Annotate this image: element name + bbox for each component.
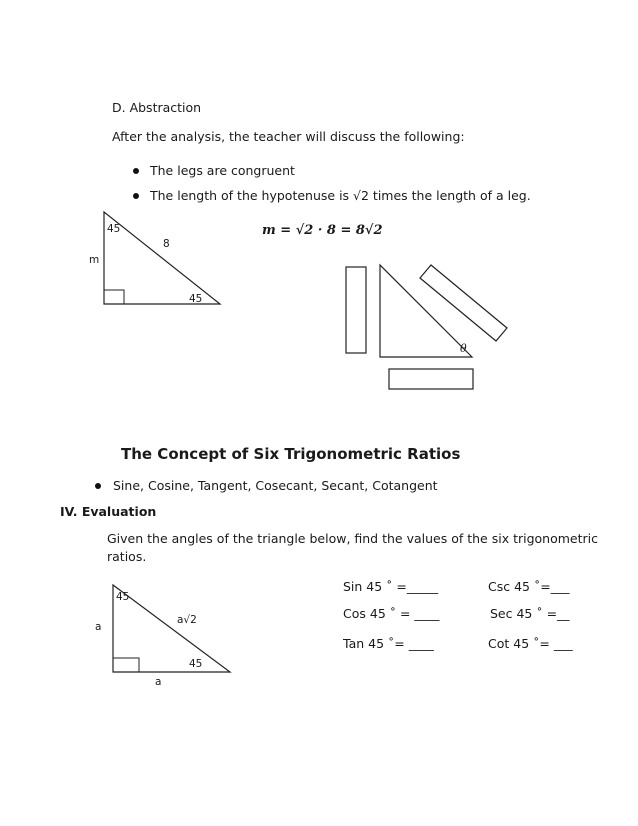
evaluation-instruction-line2: ratios. [107, 549, 147, 564]
triangle1-hypotenuse-label: 8 [163, 238, 170, 250]
diagonal-rectangle [420, 265, 507, 341]
ratio-csc: Csc 45 ˚=___ [488, 579, 570, 594]
triangle2-hypotenuse-label: a√2 [177, 614, 197, 626]
right-angle-mark [113, 658, 139, 672]
bullet-legs-congruent: The legs are congruent [150, 163, 295, 178]
bullet-hypotenuse-rule: The length of the hypotenuse is √2 times the length of a leg. [150, 188, 531, 203]
ratio-cot: Cot 45 ˚= ___ [488, 636, 573, 651]
ratio-sin: Sin 45 ˚ =_____ [343, 579, 439, 594]
evaluation-instruction-line1: Given the angles of the triangle below, find the values of the six trigonometric [107, 531, 598, 546]
triangle2-horizontal-leg-label: a [155, 676, 162, 688]
triangle1-angle-top: 45 [107, 223, 121, 235]
triangle2-vertical-leg-label: a [95, 621, 102, 633]
evaluation-heading: IV. Evaluation [60, 504, 157, 519]
section-d-title: D. Abstraction [112, 100, 202, 115]
right-angle-mark [104, 290, 124, 304]
triangle1-angle-bottom: 45 [189, 293, 203, 305]
horizontal-rectangle [389, 369, 473, 389]
triangle-2 [113, 585, 230, 672]
section-d-intro: After the analysis, the teacher will discuss the following: [112, 129, 465, 144]
concept-bullet: Sine, Cosine, Tangent, Cosecant, Secant, Cotangent [113, 478, 438, 493]
triangle2-angle-top: 45 [116, 591, 130, 603]
theta-label: θ [460, 342, 467, 355]
bullet-dot [95, 483, 101, 489]
concept-heading: The Concept of Six Trigonometric Ratios [121, 445, 461, 463]
ratio-sec: Sec 45 ˚ =__ [490, 606, 570, 621]
ratio-cos: Cos 45 ˚ = ____ [343, 606, 440, 621]
triangle1-leg-label: m [89, 254, 100, 266]
triangle2-angle-bottom: 45 [189, 658, 203, 670]
ratio-tan: Tan 45 ˚= ____ [343, 636, 434, 651]
triangle-theta [380, 265, 472, 357]
vertical-rectangle [346, 267, 366, 353]
formula: m = √2 · 8 = 8√2 [262, 223, 383, 238]
